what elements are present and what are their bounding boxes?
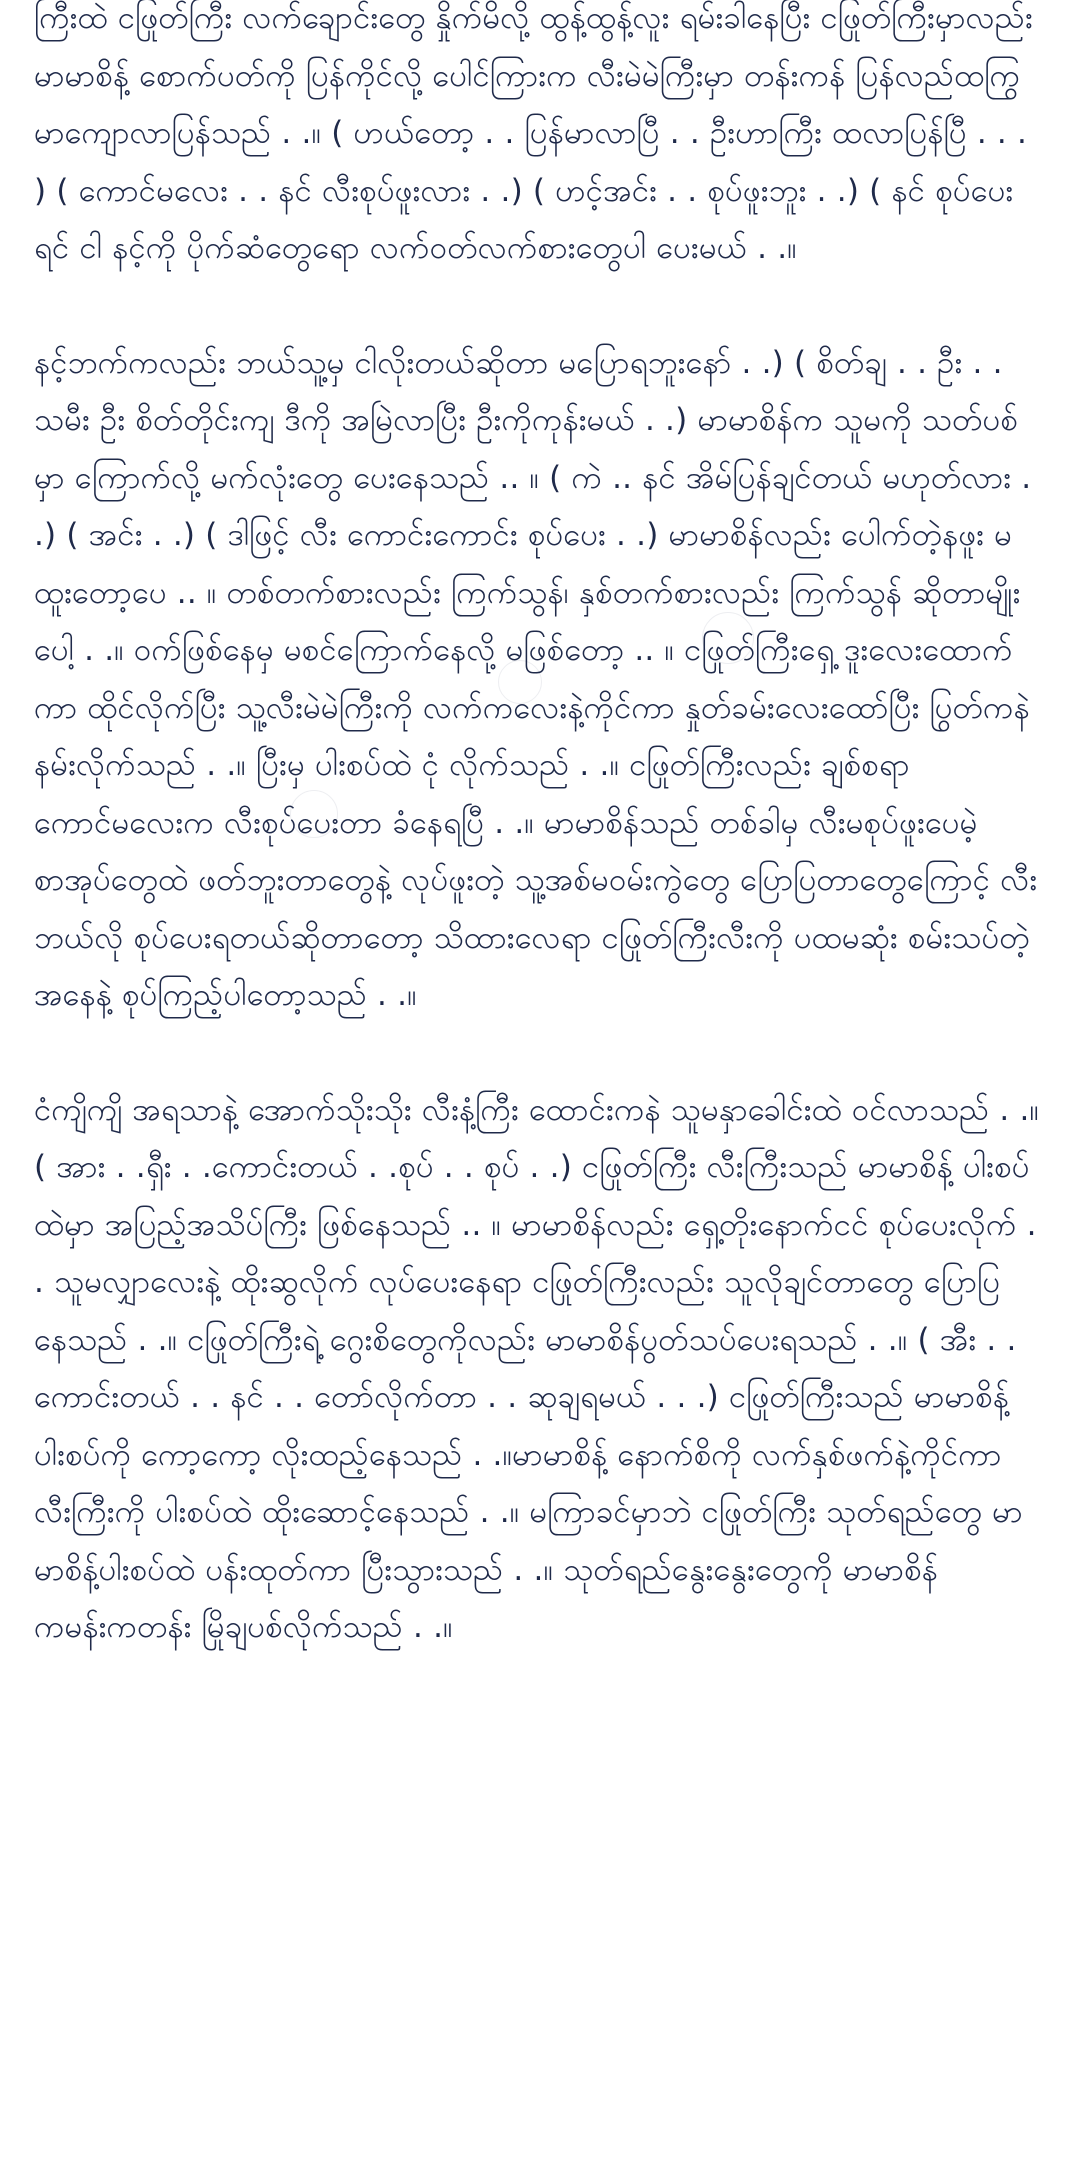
paragraph-1: ကြီးထဲ ငဖြုတ်ကြီး လက်ချောင်းတွေ နှိုက်မိလို့ ထွန့်ထွန့်လူး ရမ်းခါနေပြီး ငဖြုတ်ကြီးမှာလည်း မာမာစိန့် စောက်ပတ်ကို ပြန်ကိုင်လို့ ပေါင်ကြားက လီးမဲမဲကြီးမှာ တန်းကန် ပြန်လည်ထကြွ မာကျောလာပြန်သည် . .။ ( ဟယ်တော့ . . ပြန်မာလာပြီ . . ဦးဟာကြီး ထလာပြန်ပြီ . . . ) ( ကောင်မလေး . . နင် လီးစုပ်ဖူးလား . .) ( ဟင့်အင်း . . စုပ်ဖူးဘူး . .) ( နင် စုပ်ပေးရင် ငါ နင့်ကို ပိုက်ဆံတွေရော လက်ဝတ်လက်စားတွေပါ ပေးမယ် . .။ bbox=[34, 0, 1033, 266]
paragraph-3: ငံကျိကျိ အရသာနဲ့ အောက်သိုးသိုး လီးနံ့ကြီး ထောင်းကနဲ သူမနှာခေါင်းထဲ ဝင်လာသည် . .။ ( အား . .ရှီး . .ကောင်းတယ် . .စုပ် . . စုပ် . .) ငဖြုတ်ကြီး လီးကြီးသည် မာမာစိန့် ပါးစပ်ထဲမှာ အပြည့်အသိပ်ကြီး ဖြစ်နေသည် .. ။ မာမာစိန်လည်း ရှေ့တိုးနောက်ငင် စုပ်ပေးလိုက် . . သူမလျှာလေးနဲ့ ထိုးဆွလိုက် လုပ်ပေးနေရာ ငဖြုတ်ကြီးလည်း သူလိုချင်တာတွေ ပြောပြနေသည် . .။ ငဖြုတ်ကြီးရဲ့ ဂွေးစိတွေကိုလည်း မာမာစိန်ပွတ်သပ်ပေးရသည် . .။ ( အီး . . ကောင်းတယ် . . နင် . . တော်လိုက်တာ . . ဆုချရမယ် . . .) ငဖြုတ်ကြီးသည် မာမာစိန့်ပါးစပ်ကို ကော့ကော့ လိုးထည့်နေသည် . .။မာမာစိန့် နောက်စိကို လက်နှစ်ဖက်နဲ့ကိုင်ကာ လီးကြီးကို ပါးစပ်ထဲ ထိုးဆောင့်နေသည် . .။ မကြာခင်မှာဘဲ ငဖြုတ်ကြီး သုတ်ရည်တွေ မာမာစိန့်ပါးစပ်ထဲ ပန်းထုတ်ကာ ပြီးသွားသည် . .။ သုတ်ရည်နွေးနွေးတွေကို မာမာစိန် ကမန်းကတန်း မြိုချပစ်လိုက်သည် . .။ bbox=[34, 1091, 1040, 1645]
paragraph-spacer bbox=[34, 278, 1046, 335]
paragraph-spacer bbox=[34, 1025, 1046, 1082]
paragraph-2: နင့်ဘက်ကလည်း ဘယ်သူ့မှ ငါလိုးတယ်ဆိုတာ မပြောရဘူးနော် . .) ( စိတ်ချ . . ဦး . . သမီး ဦး စိတ်တိုင်းကျ ဒီကို အမြဲလာပြီး ဦးကိုကုန်းမယ် . .) မာမာစိန်က သူမကို သတ်ပစ်မှာ ကြောက်လို့ မက်လုံးတွေ ပေးနေသည် .. ။ ( ကဲ .. နင် အိမ်ပြန်ချင်တယ် မဟုတ်လား . .) ( အင်း . .) ( ဒါဖြင့် လီး ကောင်းကောင်း စုပ်ပေး . .) မာမာစိန်လည်း ပေါက်တဲ့နဖူး မထူးတော့ပေ .. ။ တစ်တက်စားလည်း ကြက်သွန်၊ နှစ်တက်စားလည်း ကြက်သွန် ဆိုတာမျိုးပေါ့ . .။ ဝက်ဖြစ်နေမှ မစင်ကြောက်နေလို့ မဖြစ်တော့ .. ။ ငဖြုတ်ကြီးရှေ့ ဒူးလေးထောက်ကာ ထိုင်လိုက်ပြီး သူ့လီးမဲမဲကြီးကို လက်ကလေးနဲ့ကိုင်ကာ နှုတ်ခမ်းလေးထော်ပြီး ပြွတ်ကနဲ နမ်းလိုက်သည် . .။ ပြီးမှ ပါးစပ်ထဲ ငုံ လိုက်သည် . .။ ငဖြုတ်ကြီးလည်း ချစ်စရာ ကောင်မလေးက လီးစုပ်ပေးတာ ခံနေရပြီ . .။ မာမာစိန်သည် တစ်ခါမှ လီးမစုပ်ဖူးပေမဲ့ စာအုပ်တွေထဲ ဖတ်ဘူးတာတွေနဲ့ လုပ်ဖူးတဲ့ သူ့အစ်မဝမ်းကွဲတွေ ပြောပြတာတွေကြောင့် လီး ဘယ်လို စုပ်ပေးရတယ်ဆိုတာတော့ သိထားလေရာ ငဖြုတ်ကြီးလီးကို ပထမဆုံး စမ်းသပ်တဲ့အနေနဲ့ စုပ်ကြည့်ပါတော့သည် . .။ bbox=[34, 344, 1038, 1013]
